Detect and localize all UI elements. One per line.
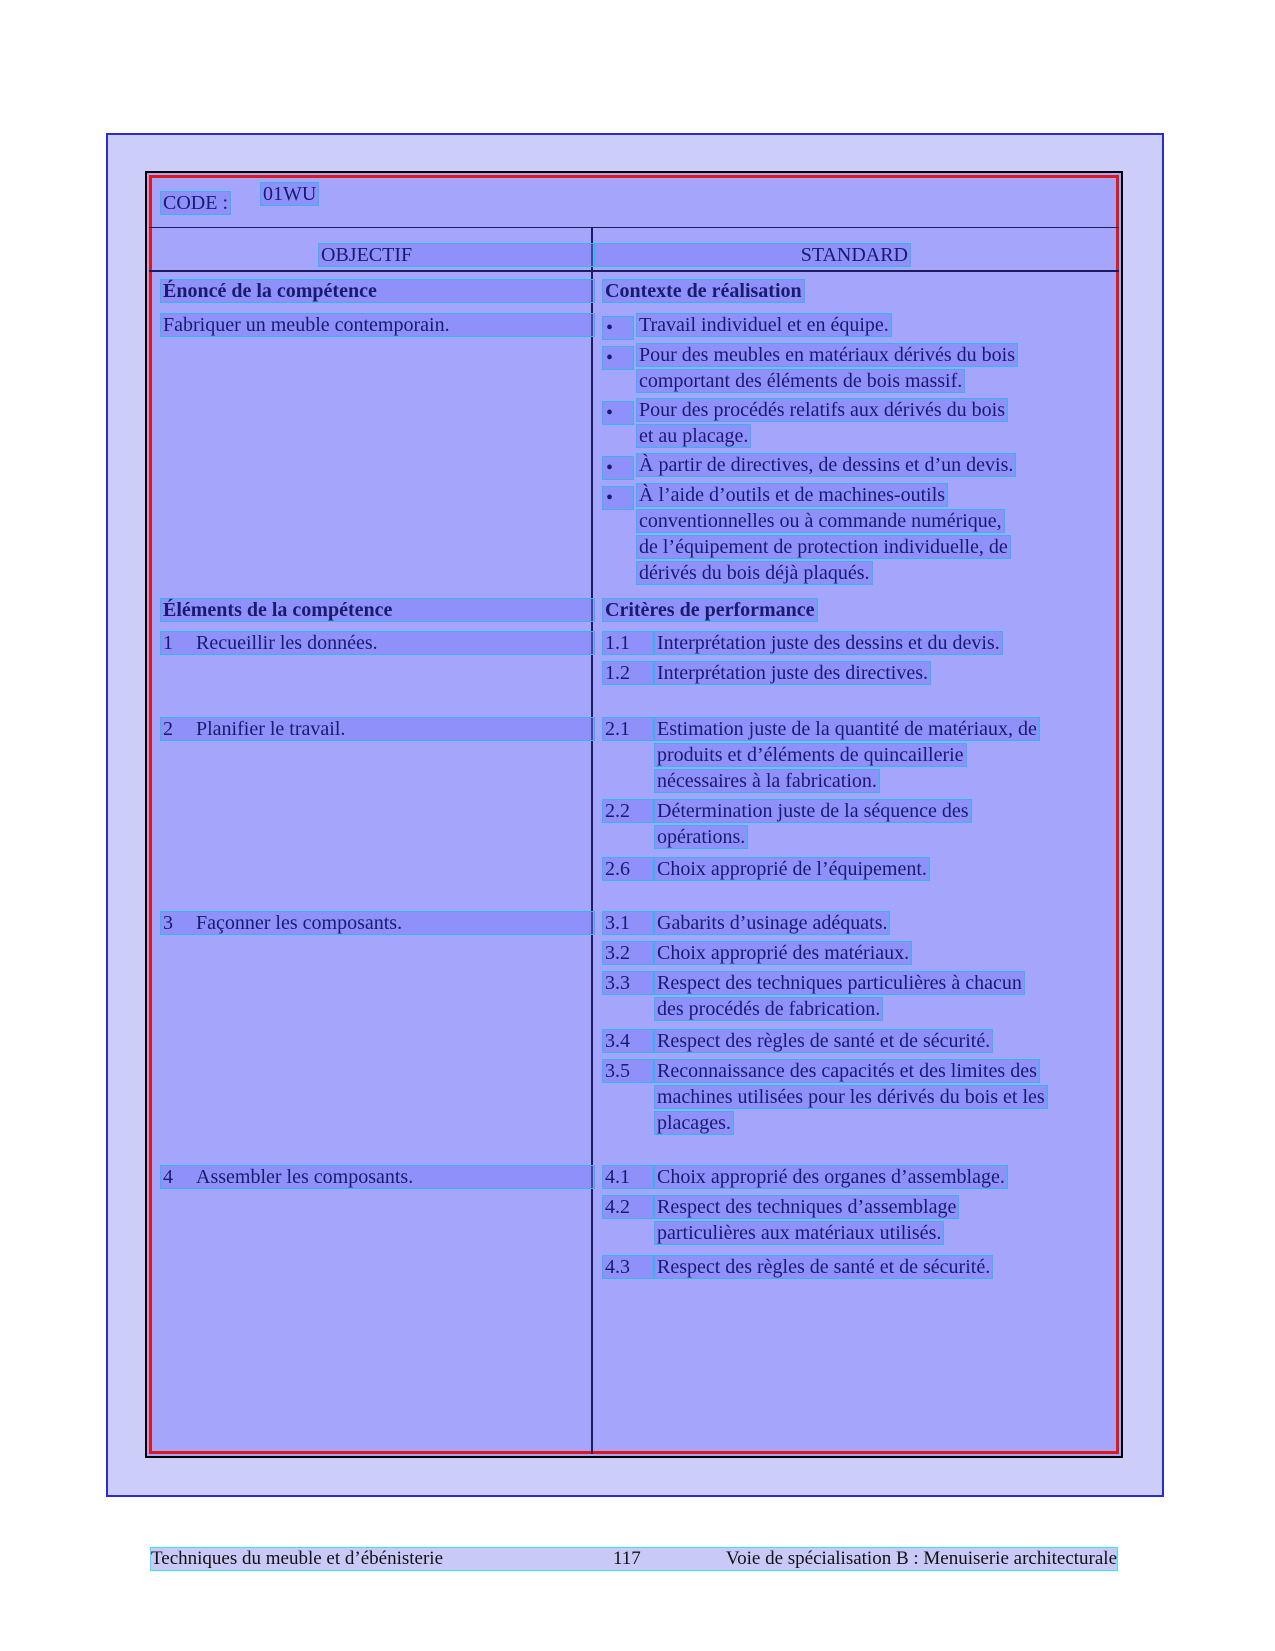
bullet-icon: • — [602, 401, 634, 425]
contexte-line: et au placage. — [636, 424, 751, 448]
criterion-line: Reconnaissance des capacités et des limites des — [654, 1059, 1040, 1083]
element-item — [160, 717, 595, 741]
criterion-number: 3.2 — [602, 941, 654, 965]
enonce-title: Énoncé de la compétence — [160, 279, 595, 303]
element-text: Assembler les composants. — [196, 1166, 414, 1188]
contexte-line: comportant des éléments de bois massif. — [636, 369, 965, 393]
element-number: 3 — [163, 912, 173, 934]
criterion-line: particulières aux matériaux utilisés. — [654, 1221, 944, 1245]
criterion-line: Respect des règles de santé et de sécurité. — [654, 1255, 993, 1279]
criterion-line: Choix approprié des organes d’assemblage. — [654, 1165, 1008, 1189]
criterion-line: Choix approprié de l’équipement. — [654, 857, 930, 881]
criterion-line: Respect des techniques particulières à chacun — [654, 971, 1025, 995]
contexte-line: À partir de directives, de dessins et d’un devis. — [636, 453, 1016, 477]
bullet-icon: • — [602, 456, 634, 480]
element-item — [160, 1165, 595, 1189]
element-item — [160, 631, 595, 655]
contexte-line: Travail individuel et en équipe. — [636, 313, 892, 337]
element-number: 2 — [163, 718, 173, 740]
header-bottom-rule — [149, 270, 1119, 272]
footer-left: Techniques du meuble et d’ébénisterie — [151, 1548, 444, 1569]
criterion-line: Respect des techniques d’assemblage — [654, 1195, 959, 1219]
contexte-line: de l’équipement de protection individuelle, de — [636, 535, 1011, 559]
element-number: 4 — [163, 1166, 173, 1188]
standard-header: STANDARD — [595, 243, 911, 267]
footer-right: Voie de spécialisation B : Menuiserie architecturale — [725, 1548, 1117, 1569]
criterion-line: Choix approprié des matériaux. — [654, 941, 912, 965]
criterion-line: Interprétation juste des directives. — [654, 661, 931, 685]
criterion-number: 1.1 — [602, 631, 654, 655]
criterion-number: 3.3 — [602, 971, 654, 995]
criterion-line: Interprétation juste des dessins et du devis. — [654, 631, 1003, 655]
criterion-number: 4.3 — [602, 1255, 654, 1279]
code-value: 01WU — [260, 182, 319, 206]
element-number: 1 — [163, 632, 173, 654]
contexte-line: conventionnelles ou à commande numérique, — [636, 509, 1005, 533]
contexte-line: À l’aide d’outils et de machines-outils — [636, 483, 948, 507]
element-text: Façonner les composants. — [196, 912, 403, 934]
criterion-line: Respect des règles de santé et de sécurité. — [654, 1029, 993, 1053]
criterion-line: Détermination juste de la séquence des — [654, 799, 972, 823]
element-item — [160, 911, 595, 935]
criterion-line: nécessaires à la fabrication. — [654, 769, 880, 793]
header-top-rule — [149, 227, 1119, 228]
criterion-number: 3.1 — [602, 911, 654, 935]
enonce-text: Fabriquer un meuble contemporain. — [160, 313, 595, 337]
code-label: CODE : — [160, 191, 231, 215]
criterion-number: 1.2 — [602, 661, 654, 685]
contexte-line: Pour des procédés relatifs aux dérivés du bois — [636, 398, 1008, 422]
criterion-line: machines utilisées pour les dérivés du bois et les — [654, 1085, 1048, 1109]
bullet-icon: • — [602, 316, 634, 340]
contexte-line: dérivés du bois déjà plaqués. — [636, 561, 873, 585]
criterion-number: 3.4 — [602, 1029, 654, 1053]
column-divider — [591, 228, 593, 1454]
criterion-number: 3.5 — [602, 1059, 654, 1083]
criteres-title: Critères de performance — [602, 598, 818, 622]
objective-header: OBJECTIF — [318, 243, 595, 267]
criterion-line: Gabarits d’usinage adéquats. — [654, 911, 890, 935]
criterion-number: 2.2 — [602, 799, 654, 823]
criterion-line: opérations. — [654, 825, 748, 849]
criterion-number: 2.1 — [602, 717, 654, 741]
contexte-line: Pour des meubles en matériaux dérivés du bois — [636, 343, 1018, 367]
element-text: Planifier le travail. — [196, 718, 346, 740]
bullet-icon: • — [602, 346, 634, 370]
page-number: 117 — [613, 1548, 641, 1569]
element-text: Recueillir les données. — [196, 632, 378, 654]
criterion-line: produits et d’éléments de quincaillerie — [654, 743, 967, 767]
criterion-number: 2.6 — [602, 857, 654, 881]
criterion-line: placages. — [654, 1111, 734, 1135]
contexte-title: Contexte de réalisation — [602, 279, 805, 303]
elements-title: Éléments de la compétence — [160, 598, 595, 622]
criterion-number: 4.1 — [602, 1165, 654, 1189]
criterion-line: Estimation juste de la quantité de matériaux, de — [654, 717, 1040, 741]
page-footer — [150, 1547, 1118, 1571]
criterion-line: des procédés de fabrication. — [654, 997, 883, 1021]
criterion-number: 4.2 — [602, 1195, 654, 1219]
bullet-icon: • — [602, 486, 634, 510]
